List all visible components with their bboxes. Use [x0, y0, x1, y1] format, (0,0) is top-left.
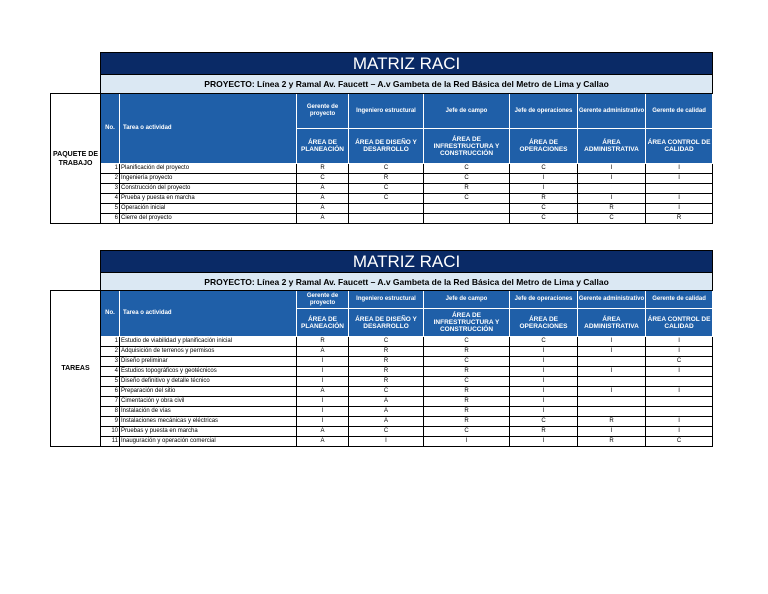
area-header: ÁREA ADMINISTRATIVA — [578, 129, 646, 164]
raci-cell: C — [349, 387, 424, 397]
raci-cell: A — [297, 387, 349, 397]
side-label: TAREAS — [51, 291, 101, 447]
table-row — [51, 214, 713, 224]
raci-cell: I — [510, 407, 578, 417]
task-name: Ingeniería proyecto — [120, 174, 297, 184]
raci-cell: I — [578, 387, 646, 397]
raci-cell: C — [424, 357, 510, 367]
blank-corner — [51, 251, 101, 273]
raci-cell — [646, 407, 713, 417]
raci-cell: R — [646, 214, 713, 224]
raci-cell: I — [646, 164, 713, 174]
raci-cell: R — [424, 397, 510, 407]
raci-cell: I — [424, 437, 510, 447]
row-number: 9 — [101, 417, 120, 427]
raci-cell — [349, 214, 424, 224]
raci-matrix-2 — [50, 250, 712, 447]
raci-cell: I — [578, 194, 646, 204]
raci-cell: C — [510, 214, 578, 224]
row-number: 2 — [101, 347, 120, 357]
raci-cell: I — [510, 357, 578, 367]
raci-cell: A — [297, 214, 349, 224]
task-name: Prueba y puesta en marcha — [120, 194, 297, 204]
row-number: 11 — [101, 437, 120, 447]
raci-cell: I — [578, 347, 646, 357]
task-name: Pruebas y puesta en marcha — [120, 427, 297, 437]
task-name: Preparación del sitio — [120, 387, 297, 397]
task-name: Diseño definitivo y detalle técnico — [120, 377, 297, 387]
raci-cell — [578, 357, 646, 367]
row-number: 6 — [101, 387, 120, 397]
project-title: PROYECTO: Línea 2 y Ramal Av. Faucett – A.v Gambeta de la Red Básica del Metro de Lima y Callao — [101, 75, 713, 94]
raci-cell: A — [349, 397, 424, 407]
raci-cell — [424, 214, 510, 224]
raci-cell: I — [510, 437, 578, 447]
raci-table-1 — [50, 52, 713, 224]
raci-cell: I — [578, 427, 646, 437]
row-number: 5 — [101, 377, 120, 387]
raci-cell: I — [510, 377, 578, 387]
col-header-task: Tarea o actividad — [120, 291, 297, 337]
table-row — [51, 174, 713, 184]
raci-cell: C — [510, 417, 578, 427]
task-name: Construcción del proyecto — [120, 184, 297, 194]
role-header: Jefe de campo — [424, 291, 510, 309]
raci-cell: C — [510, 204, 578, 214]
area-header: ÁREA DE OPERACIONES — [510, 309, 578, 337]
raci-cell: R — [349, 357, 424, 367]
raci-cell: C — [349, 184, 424, 194]
raci-cell: R — [297, 337, 349, 347]
row-number: 3 — [101, 184, 120, 194]
row-number: 8 — [101, 407, 120, 417]
raci-cell: I — [510, 367, 578, 377]
table-row — [51, 437, 713, 447]
task-name: Cierre del proyecto — [120, 214, 297, 224]
role-header: Gerente de calidad — [646, 94, 713, 129]
table-row — [51, 417, 713, 427]
raci-cell: I — [646, 204, 713, 214]
table-row — [51, 367, 713, 377]
raci-cell: R — [349, 347, 424, 357]
table-row — [51, 407, 713, 417]
raci-cell: I — [297, 377, 349, 387]
role-header: Gerente de proyecto — [297, 291, 349, 309]
raci-cell: R — [349, 367, 424, 377]
table-row — [51, 164, 713, 174]
raci-cell: I — [297, 367, 349, 377]
raci-cell: C — [424, 337, 510, 347]
table-row — [51, 377, 713, 387]
matrix-title: MATRIZ RACI — [101, 251, 713, 273]
raci-cell: I — [297, 397, 349, 407]
raci-cell: R — [424, 417, 510, 427]
table-row — [51, 347, 713, 357]
matrix-title: MATRIZ RACI — [101, 53, 713, 75]
area-header: ÁREA DE DISEÑO Y DESARROLLO — [349, 129, 424, 164]
area-header: ÁREA DE PLANEACIÓN — [297, 129, 349, 164]
table-row — [51, 194, 713, 204]
raci-cell: I — [578, 174, 646, 184]
raci-cell: I — [646, 427, 713, 437]
table-row — [51, 397, 713, 407]
raci-cell: I — [510, 397, 578, 407]
raci-cell: C — [424, 427, 510, 437]
raci-cell: C — [349, 337, 424, 347]
raci-cell: R — [510, 194, 578, 204]
raci-cell: I — [578, 164, 646, 174]
raci-cell: A — [297, 427, 349, 437]
project-title: PROYECTO: Línea 2 y Ramal Av. Faucett – A.v Gambeta de la Red Básica del Metro de Lima y Callao — [101, 273, 713, 291]
raci-cell: I — [578, 337, 646, 347]
raci-cell: A — [297, 194, 349, 204]
area-header: ÁREA DE DISEÑO Y DESARROLLO — [349, 309, 424, 337]
role-header: Jefe de operaciones — [510, 291, 578, 309]
raci-cell: C — [424, 174, 510, 184]
raci-cell: C — [510, 164, 578, 174]
raci-cell: R — [578, 204, 646, 214]
raci-cell: R — [424, 387, 510, 397]
role-header: Gerente administrativo — [578, 291, 646, 309]
raci-cell: I — [646, 194, 713, 204]
raci-cell: I — [297, 407, 349, 417]
raci-cell: I — [510, 184, 578, 194]
area-header: ÁREA DE INFRESTRUCTURA Y CONSTRUCCIÓN — [424, 129, 510, 164]
row-number: 2 — [101, 174, 120, 184]
raci-cell: R — [578, 417, 646, 427]
raci-cell: I — [510, 387, 578, 397]
raci-cell: C — [297, 174, 349, 184]
raci-cell — [578, 407, 646, 417]
raci-cell: I — [646, 347, 713, 357]
raci-cell: R — [424, 367, 510, 377]
task-name: Estudio de viabilidad y planificación inicial — [120, 337, 297, 347]
col-header-no: No. — [101, 291, 120, 337]
row-number: 7 — [101, 397, 120, 407]
raci-cell: A — [297, 184, 349, 194]
raci-cell — [646, 184, 713, 194]
blank-corner — [51, 53, 101, 75]
raci-cell — [578, 397, 646, 407]
raci-cell: R — [510, 427, 578, 437]
raci-cell: R — [578, 437, 646, 447]
raci-cell: I — [510, 174, 578, 184]
role-header: Jefe de operaciones — [510, 94, 578, 129]
raci-cell: I — [646, 417, 713, 427]
raci-cell — [349, 204, 424, 214]
role-header: Ingeniero estructural — [349, 94, 424, 129]
task-name: Estudios topográficos y geotécnicos — [120, 367, 297, 377]
raci-cell: I — [297, 417, 349, 427]
raci-cell: A — [349, 417, 424, 427]
role-header: Ingeniero estructural — [349, 291, 424, 309]
raci-cell: C — [646, 357, 713, 367]
row-number: 4 — [101, 367, 120, 377]
side-label: PAQUETE DE TRABAJO — [51, 94, 101, 224]
raci-cell — [424, 204, 510, 214]
table-row — [51, 204, 713, 214]
area-header: ÁREA CONTROL DE CALIDAD — [646, 129, 713, 164]
raci-table-2 — [50, 250, 713, 447]
raci-cell: I — [297, 357, 349, 367]
area-header: ÁREA DE PLANEACIÓN — [297, 309, 349, 337]
table-row — [51, 337, 713, 347]
raci-cell: A — [349, 407, 424, 417]
col-header-no: No. — [101, 94, 120, 164]
row-number: 1 — [101, 164, 120, 174]
row-number: 5 — [101, 204, 120, 214]
raci-cell — [578, 377, 646, 387]
raci-cell: C — [578, 214, 646, 224]
raci-cell: R — [297, 164, 349, 174]
row-number: 3 — [101, 357, 120, 367]
raci-cell: I — [646, 174, 713, 184]
raci-cell: I — [646, 337, 713, 347]
col-header-task: Tarea o actividad — [120, 94, 297, 164]
raci-cell: R — [424, 184, 510, 194]
raci-cell: C — [349, 164, 424, 174]
area-header: ÁREA DE OPERACIONES — [510, 129, 578, 164]
role-header: Gerente de calidad — [646, 291, 713, 309]
table-row — [51, 357, 713, 367]
raci-cell: C — [510, 337, 578, 347]
blank-corner — [51, 273, 101, 291]
task-name: Cimentación y obra civil — [120, 397, 297, 407]
raci-cell: A — [297, 204, 349, 214]
raci-cell: R — [424, 347, 510, 357]
raci-cell: I — [646, 387, 713, 397]
table-row — [51, 184, 713, 194]
area-header: ÁREA DE INFRESTRUCTURA Y CONSTRUCCIÓN — [424, 309, 510, 337]
task-name: Planificación del proyecto — [120, 164, 297, 174]
raci-cell: C — [349, 194, 424, 204]
raci-cell: C — [424, 377, 510, 387]
task-name: Instalación de vías — [120, 407, 297, 417]
table-row — [51, 387, 713, 397]
role-header: Jefe de campo — [424, 94, 510, 129]
raci-cell: R — [424, 407, 510, 417]
raci-cell: I — [646, 367, 713, 377]
row-number: 10 — [101, 427, 120, 437]
raci-cell: I — [349, 437, 424, 447]
task-name: Inauguración y operación comercial — [120, 437, 297, 447]
task-name: Diseño preliminar — [120, 357, 297, 367]
row-number: 4 — [101, 194, 120, 204]
role-header: Gerente de proyecto — [297, 94, 349, 129]
task-name: Adquisición de terrenos y permisos — [120, 347, 297, 357]
area-header: ÁREA ADMINISTRATIVA — [578, 309, 646, 337]
raci-cell: A — [297, 347, 349, 357]
task-name: Instalaciones mecánicas y eléctricas — [120, 417, 297, 427]
raci-cell — [646, 397, 713, 407]
raci-cell: R — [349, 377, 424, 387]
raci-cell: C — [646, 437, 713, 447]
raci-cell: I — [510, 347, 578, 357]
raci-cell: C — [349, 427, 424, 437]
raci-cell: C — [424, 194, 510, 204]
raci-cell — [646, 377, 713, 387]
raci-cell: A — [297, 437, 349, 447]
raci-cell: R — [349, 174, 424, 184]
raci-matrix-1 — [50, 52, 712, 224]
raci-cell: C — [424, 164, 510, 174]
table-row — [51, 427, 713, 437]
area-header: ÁREA CONTROL DE CALIDAD — [646, 309, 713, 337]
task-name: Operación inicial — [120, 204, 297, 214]
raci-cell: I — [578, 367, 646, 377]
row-number: 6 — [101, 214, 120, 224]
blank-corner — [51, 75, 101, 94]
row-number: 1 — [101, 337, 120, 347]
role-header: Gerente administrativo — [578, 94, 646, 129]
raci-cell — [578, 184, 646, 194]
